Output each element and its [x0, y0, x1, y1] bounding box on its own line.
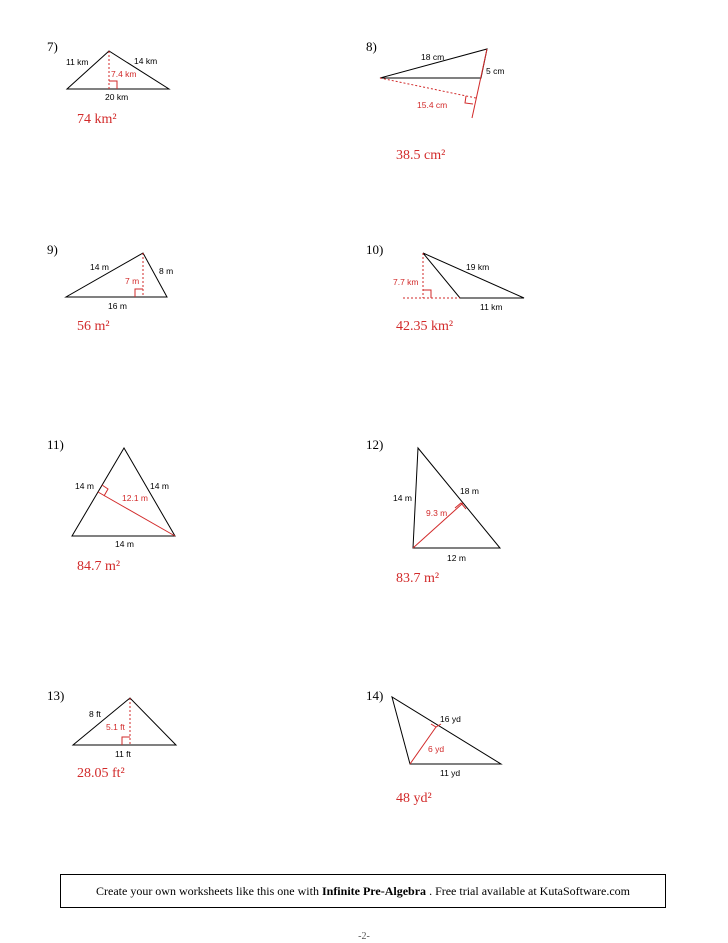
problem-8-label-height: 15.4 cm — [417, 100, 448, 110]
problem-11-label-right: 14 m — [150, 481, 169, 491]
problem-13-label-base: 11 ft — [115, 749, 131, 759]
problem-11-answer: 84.7 m² — [77, 559, 121, 574]
problem-13-label-height: 5.1 ft — [106, 722, 125, 732]
problem-14-label-top: 16 yd — [440, 714, 461, 724]
footer-text-before: Create your own worksheets like this one with — [96, 883, 319, 898]
problem-12-label-right: 18 m — [460, 486, 479, 496]
footer-brand: Infinite Pre-Algebra — [321, 883, 427, 898]
problem-13-answer: 28.05 ft² — [77, 766, 125, 781]
problem-8-label-right: 5 cm — [486, 66, 505, 76]
problem-7-label-right: 14 km — [134, 56, 158, 66]
problem-13-number: 13) — [47, 688, 65, 703]
problem-9-label-base: 16 m — [108, 301, 127, 311]
problem-13-label-left: 8 ft — [89, 709, 101, 719]
problem-12-answer: 83.7 m² — [396, 571, 440, 586]
problem-10-number: 10) — [366, 242, 384, 257]
problem-10-answer: 42.35 km² — [396, 319, 454, 334]
footer-text-after: . Free trial available at KutaSoftware.com — [429, 883, 630, 898]
problem-8-number: 8) — [366, 39, 377, 54]
problem-7-answer: 74 km² — [77, 112, 117, 127]
problem-14-label-base: 11 yd — [440, 768, 461, 778]
problem-8-label-top: 18 cm — [421, 52, 445, 62]
problem-10-label-height: 7.7 km — [393, 277, 419, 287]
problem-12-label-base: 12 m — [447, 553, 466, 563]
problem-11-number: 11) — [47, 437, 64, 452]
problem-9-label-right: 8 m — [159, 266, 174, 276]
problem-7-number: 7) — [47, 39, 58, 54]
problem-11-label-base: 14 m — [115, 539, 134, 549]
problem-12-number: 12) — [366, 437, 384, 452]
problem-14-answer: 48 yd² — [396, 791, 432, 806]
problem-12-label-left: 14 m — [393, 493, 412, 503]
problem-9-label-height: 7 m — [125, 276, 140, 286]
problem-7-label-base: 20 km — [105, 92, 129, 102]
footer-box — [60, 874, 666, 908]
problem-7-label-height: 7.4 km — [111, 69, 137, 79]
problem-11-label-height: 12.1 m — [122, 493, 148, 503]
problem-10-label-top: 19 km — [466, 262, 490, 272]
problem-12-label-height: 9.3 m — [426, 508, 448, 518]
problem-14-label-height: 6 yd — [428, 744, 445, 754]
page-number: -2- — [358, 931, 370, 942]
problem-11-label-left: 14 m — [75, 481, 94, 491]
problem-9-label-left: 14 m — [90, 262, 109, 272]
problem-10-label-base: 11 km — [480, 302, 503, 312]
problem-8-answer: 38.5 cm² — [396, 148, 446, 163]
problem-7-label-left: 11 km — [66, 57, 89, 67]
problem-14-number: 14) — [366, 688, 384, 703]
problem-9-answer: 56 m² — [77, 319, 110, 334]
problem-9-number: 9) — [47, 242, 58, 257]
